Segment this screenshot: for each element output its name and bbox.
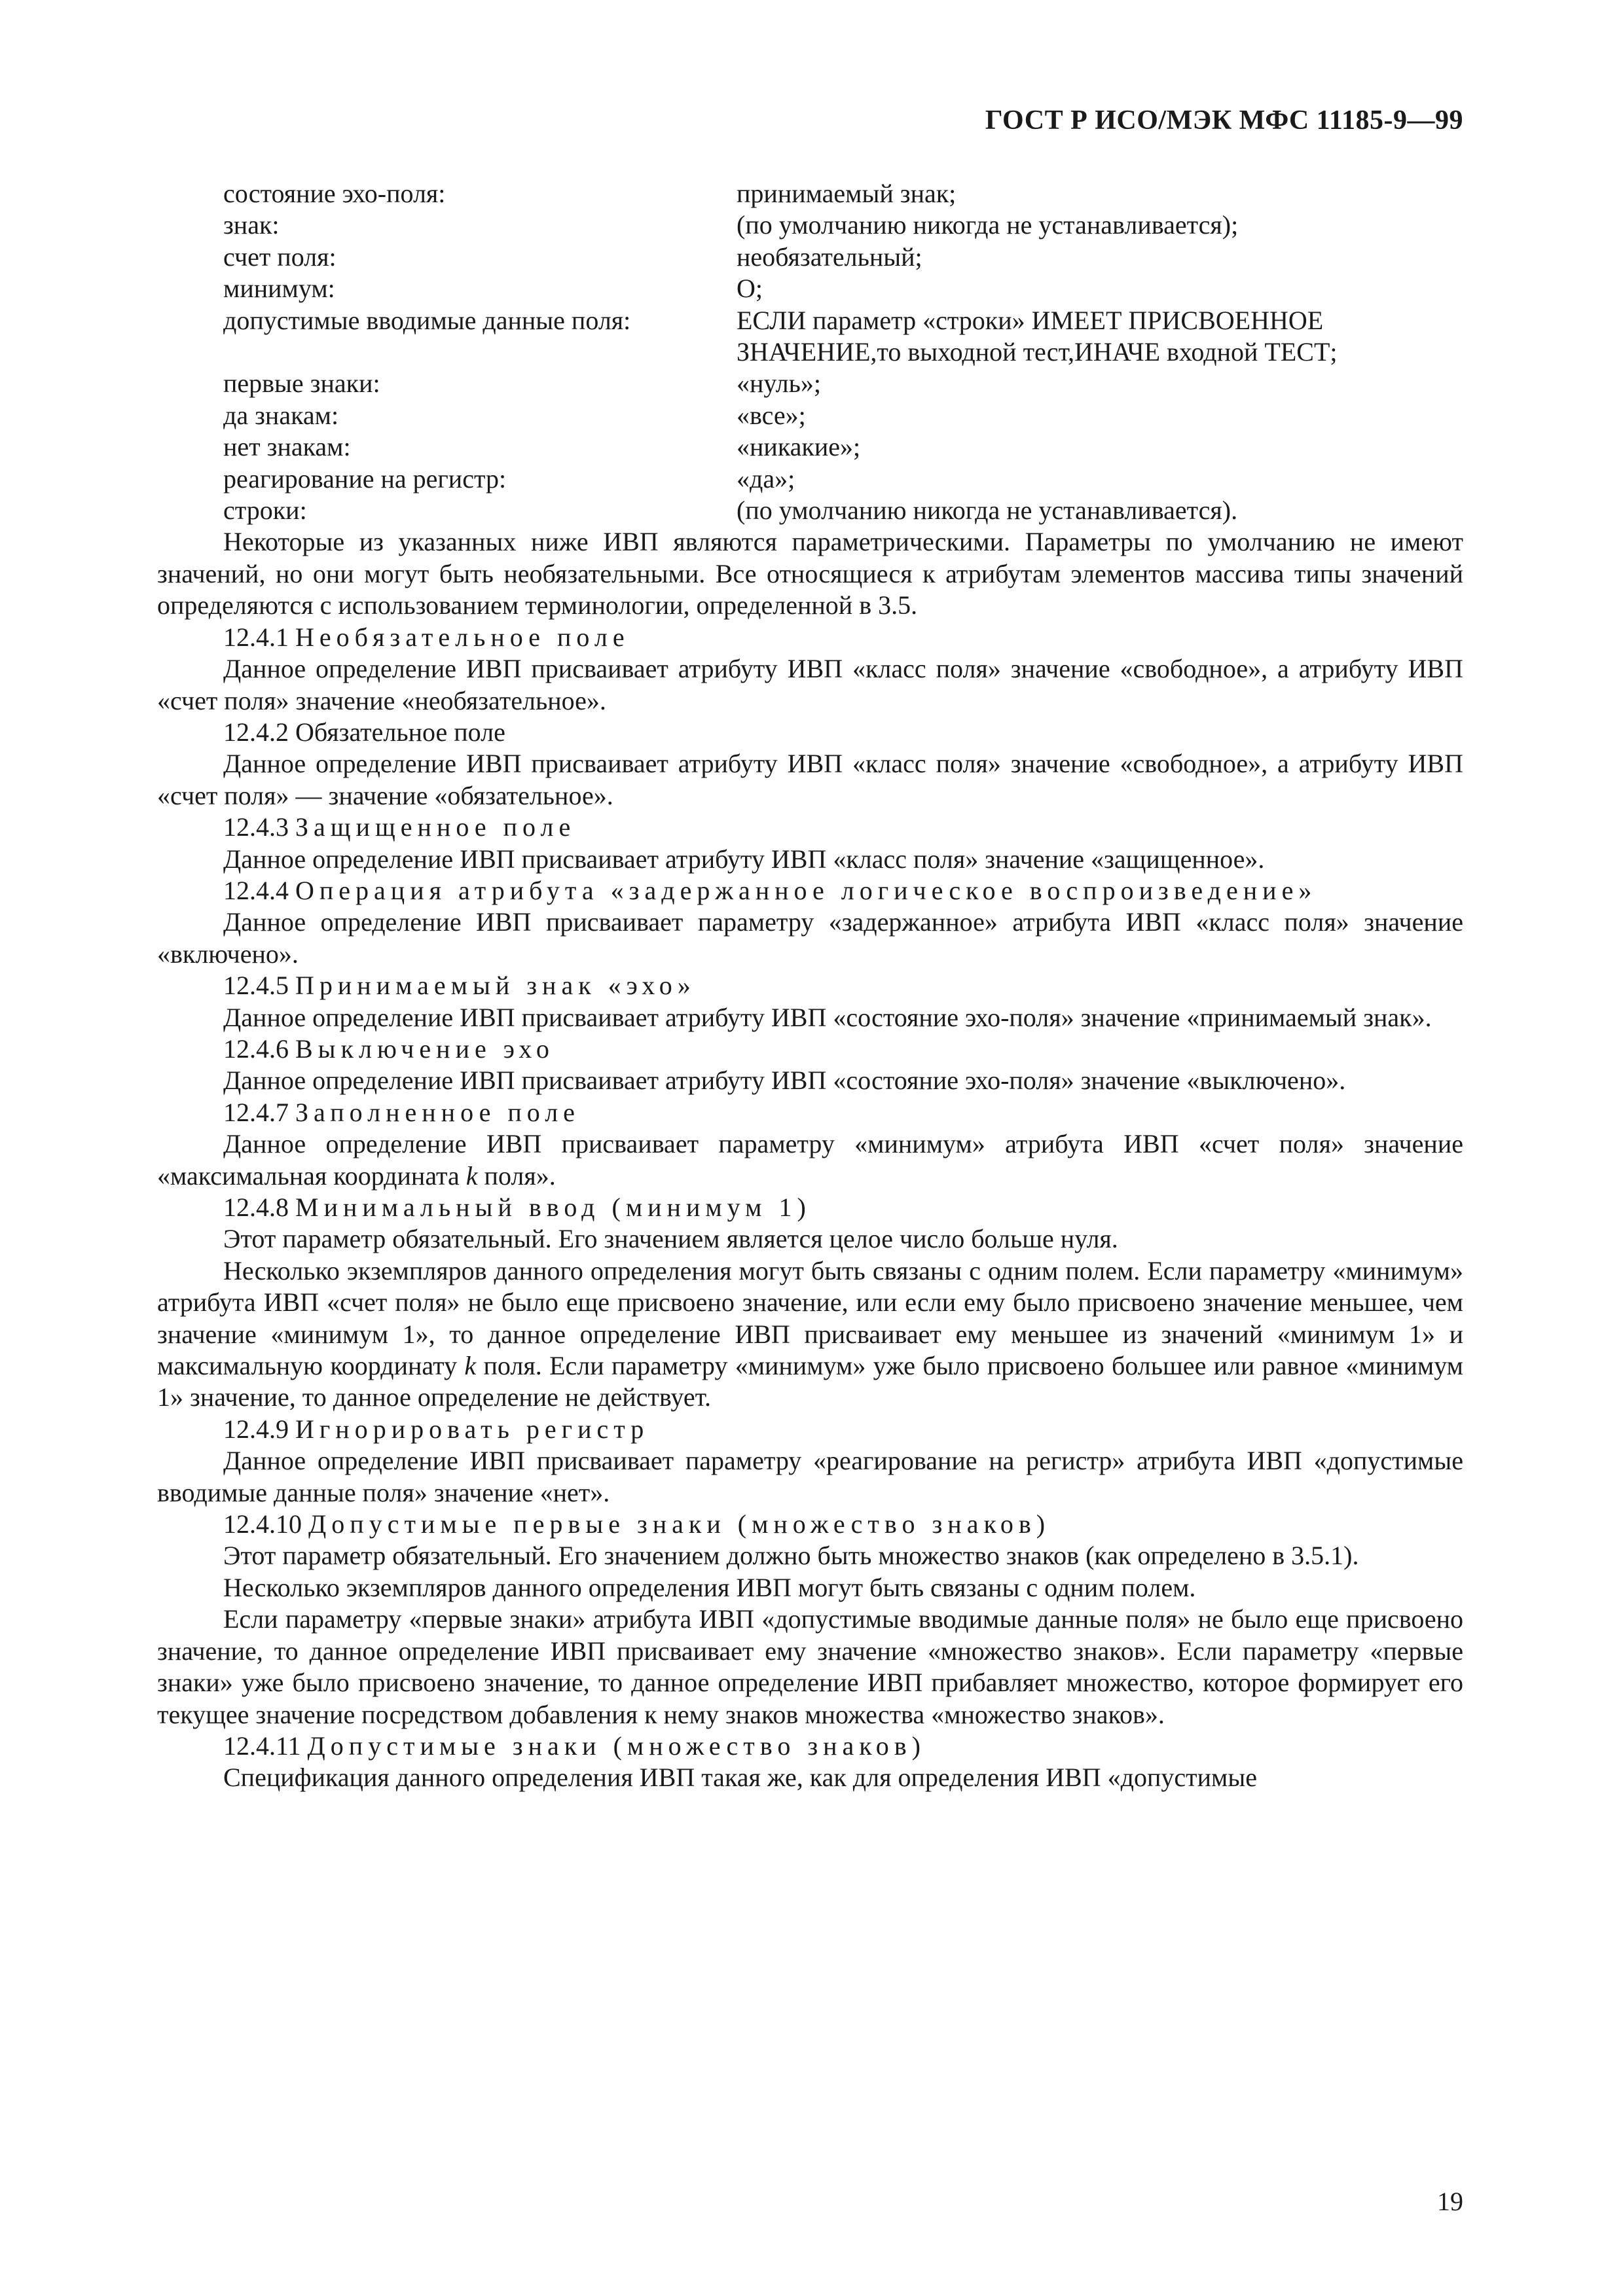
section-paragraph: Этот параметр обязательный. Его значением является целое число больше нуля. (223, 1224, 1118, 1254)
intro-paragraph: Некоторые из указанных ниже ИВП являются параметрическими. Параметры по умолчанию не имеют значений, но они могут быть необязательными. Все относящиеся к атрибутам элементов массива типы значений определяются с использованием терминологии, определенной в 3.5. (157, 527, 1463, 620)
section-number: 12.4.2 (223, 717, 289, 747)
section-title: Допустимые первые знаки (множество знаков) (308, 1509, 1051, 1539)
attribute-label: первые знаки: (223, 368, 380, 399)
attribute-table (223, 178, 1463, 526)
section-number: 12.4.4 (223, 875, 289, 905)
section-number: 12.4.8 (223, 1193, 289, 1222)
section-title: Выключение эхо (295, 1033, 555, 1064)
attribute-label: счет поля: (223, 242, 337, 272)
section-paragraph: Данное определение ИВП присваивает атрибуту ИВП «класс поля» значение «защищенное». (223, 844, 1265, 874)
section-paragraph: Данное определение ИВП присваивает параметру «реагирование на регистр» атрибута ИВП «допустимые вводимые данные поля» значение «нет». (157, 1446, 1463, 1507)
section-title: Заполненное поле (295, 1097, 580, 1127)
section-heading (157, 812, 1463, 843)
attribute-value: принимаемый знак; (737, 179, 957, 208)
attribute-value: ЕСЛИ параметр «строки» ИМЕЕТ ПРИСВОЕННОЕ (737, 305, 1324, 335)
section-number: 12.4.3 (223, 812, 289, 842)
section-title: Игнорировать регистр (295, 1414, 649, 1444)
section-paragraph: Данное определение ИВП присваивает атрибуту ИВП «состояние эхо-поля» значение «принимаемый знак». (223, 1002, 1432, 1032)
section-title: Допустимые знаки (множество знаков) (307, 1731, 926, 1761)
section-heading (157, 717, 1463, 748)
section-number: 12.4.10 (223, 1509, 302, 1539)
attribute-value: O; (737, 274, 763, 304)
section-number: 12.4.5 (223, 971, 289, 1001)
attribute-value: «да»; (737, 463, 795, 493)
section-number: 12.4.11 (223, 1731, 301, 1761)
attribute-value: «никакие»; (737, 432, 861, 462)
section-title: Обязательное поле (295, 717, 505, 747)
section-heading (157, 622, 1463, 653)
attribute-row (223, 400, 1463, 431)
section-heading (157, 970, 1463, 1001)
section-number: 12.4.9 (223, 1414, 289, 1444)
section-paragraph: Несколько экземпляров данного определения ИВП могут быть связаны с одним полем. (223, 1572, 1196, 1602)
attribute-row (223, 273, 1463, 304)
attribute-label: нет знакам: (223, 432, 351, 462)
attribute-label: знак: (223, 210, 280, 240)
attribute-value: необязательный; (737, 242, 922, 272)
attribute-value: (по умолчанию никогда не устанавливается); (737, 210, 1239, 240)
section-title: Принимаемый знак «эхо» (295, 971, 696, 1001)
section-paragraph: Данное определение ИВП присваивает параметру «минимум» атрибута ИВП «счет поля» значение «максимальная координата k поля». (157, 1129, 1463, 1191)
section-paragraph: Этот параметр обязательный. Его значением должно быть множество знаков (как определено в 3.5.1). (223, 1541, 1359, 1571)
document-header: ГОСТ Р ИСО/МЭК МФС 11185-9—99 (985, 105, 1463, 135)
attribute-row (223, 368, 1463, 399)
page-content (157, 178, 1463, 1794)
attribute-row (223, 495, 1463, 526)
section-number: 12.4.7 (223, 1097, 289, 1127)
section-title: Необязательное поле (295, 622, 630, 652)
attribute-row (223, 305, 1463, 336)
attribute-row (223, 463, 1463, 495)
attribute-label-empty (223, 336, 737, 368)
section-heading (157, 875, 1463, 906)
section-heading (157, 1509, 1463, 1540)
section-title: Защищенное поле (295, 812, 576, 842)
sections (157, 622, 1463, 1794)
attribute-value: (по умолчанию никогда не устанавливается). (737, 495, 1238, 526)
section-paragraph: Данное определение ИВП присваивает параметру «задержанное» атрибута ИВП «класс поля» значение «включено». (157, 907, 1463, 969)
attribute-label: допустимые вводимые данные поля: (223, 305, 631, 335)
section-heading (157, 1097, 1463, 1128)
section-title: Минимальный ввод (минимум 1) (295, 1193, 811, 1222)
section-paragraph: Спецификация данного определения ИВП такая же, как для определения ИВП «допустимые (223, 1763, 1257, 1793)
section-paragraph: Данное определение ИВП присваивает атрибуту ИВП «класс поля» значение «свободное», а атрибуту ИВП «счет поля» — значение «обязательное». (157, 749, 1463, 810)
attribute-row (223, 431, 1463, 463)
attribute-label: состояние эхо-поля: (223, 179, 446, 208)
attribute-value-continuation: ЗНАЧЕНИЕ,то выходной тест,ИНАЧЕ входной ТЕСТ; (737, 337, 1338, 367)
attribute-row-continuation (223, 336, 1463, 368)
section-paragraph: Несколько экземпляров данного определения могут быть связаны с одним полем. Если параметру «минимум» атрибута ИВП «счет поля» не было еще присвоено значение, или если ему было присвоено значение меньшее, чем значение «минимум 1», то данное определение ИВП присваивает ему меньшее из значений «минимум 1» и максимальную координату k поля. Если параметру «минимум» уже было присвоено большее или равное «минимум 1» значение, то данное определение не действует. (157, 1255, 1463, 1412)
attribute-label: да знакам: (223, 400, 339, 430)
section-heading (157, 1414, 1463, 1445)
section-paragraph: Если параметру «первые знаки» атрибута ИВП «допустимые вводимые данные поля» не было еще присвоено значение, то данное определение ИВП присваивает ему значение «множество знаков». Если параметру «первые знаки» уже было присвоено значение, то данное определение ИВП прибавляет множество, которое формирует его текущее значение посредством добавления к нему знаков множества «множество знаков». (157, 1604, 1463, 1729)
section-number: 12.4.1 (223, 622, 289, 652)
attribute-label: строки: (223, 495, 307, 526)
attribute-value: «все»; (737, 400, 806, 430)
attribute-label: минимум: (223, 274, 335, 304)
attribute-label: реагирование на регистр: (223, 463, 507, 493)
section-heading (157, 1033, 1463, 1065)
section-number: 12.4.6 (223, 1033, 289, 1064)
section-heading (157, 1731, 1463, 1762)
section-paragraph: Данное определение ИВП присваивает атрибуту ИВП «класс поля» значение «свободное», а атрибуту ИВП «счет поля» значение «необязательное». (157, 654, 1463, 715)
page-number: 19 (1437, 2187, 1463, 2216)
attribute-row (223, 242, 1463, 273)
section-paragraph: Данное определение ИВП присваивает атрибуту ИВП «состояние эхо-поля» значение «выключено». (223, 1066, 1346, 1096)
section-title: Операция атрибута «задержанное логическое воспроизведение» (295, 875, 1317, 905)
attribute-row (223, 178, 1463, 209)
attribute-row (223, 209, 1463, 241)
attribute-value: «нуль»; (737, 368, 821, 399)
section-heading (157, 1192, 1463, 1223)
